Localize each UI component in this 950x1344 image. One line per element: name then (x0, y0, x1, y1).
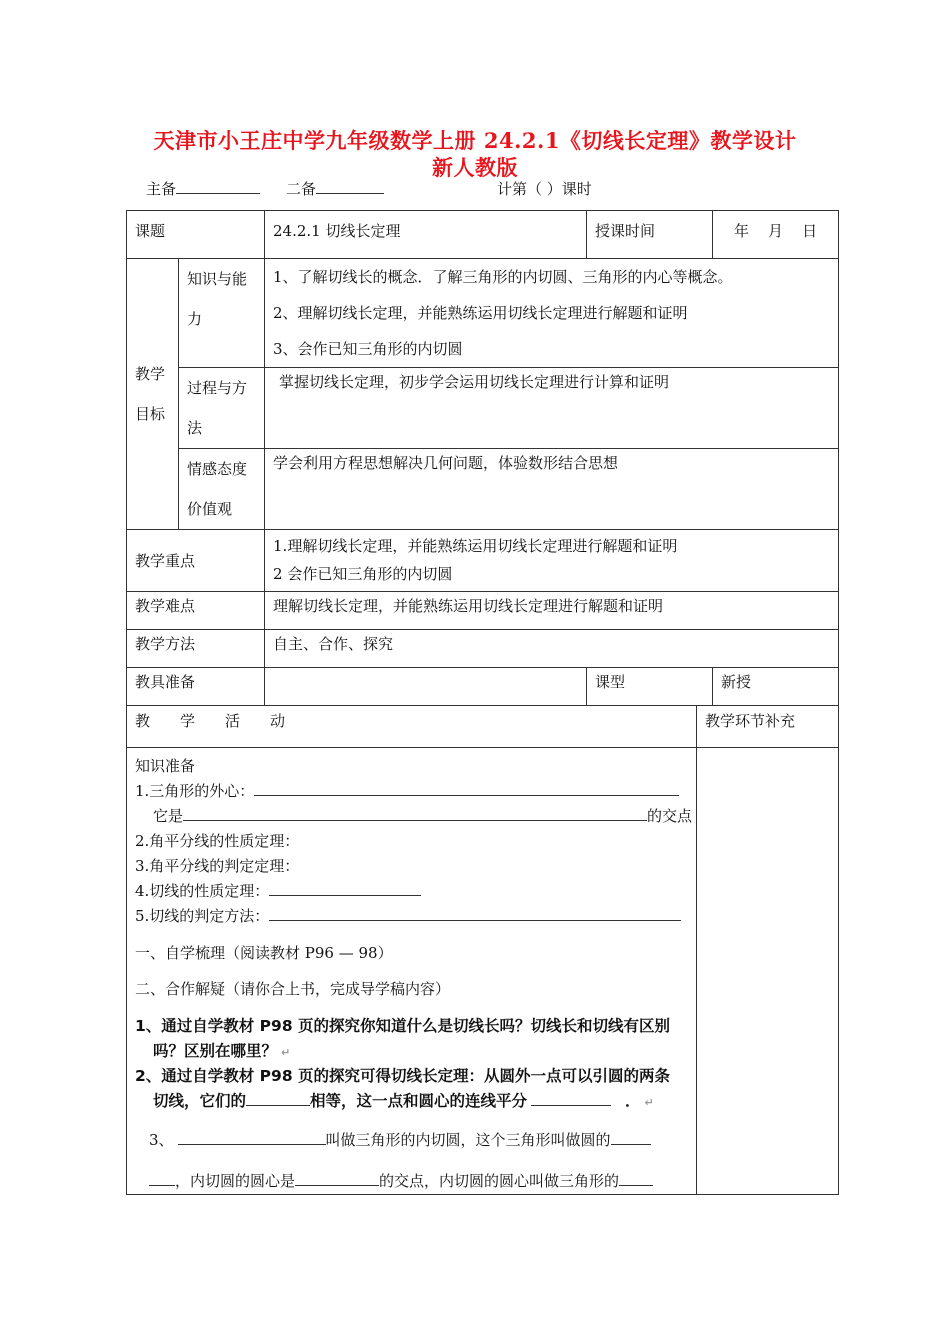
prep-q5-blank (269, 904, 681, 921)
return-mark-icon: ↵ (281, 1046, 291, 1059)
prep-q1b-blank1 (183, 804, 401, 821)
bold-q2-text-b: 相等，这一点和圆心的连线平分 (310, 1092, 528, 1110)
zhubei-field (146, 178, 260, 199)
zhubei-label: 主备 (146, 180, 177, 198)
bold-q2-line1: 2、通过自学教材 P98 页的探究可得切线长定理：从圆外一点可以引圆的两条 (135, 1067, 671, 1085)
bold-q2-blank1 (246, 1089, 310, 1106)
prep-q1b-blank2 (401, 804, 647, 821)
method-label: 教学方法 (127, 630, 265, 668)
key-points-label: 教学重点 (127, 530, 265, 592)
supplement-label: 教学环节补充 (697, 706, 839, 748)
method-row (127, 630, 839, 668)
goal-knowledge-item: 3、会作已知三角形的内切圆 (273, 340, 463, 358)
prep-q4-text: 4.切线的性质定理： (135, 882, 270, 900)
goal-knowledge-row (127, 259, 839, 368)
goal-knowledge-item: 1、了解切线长的概念．了解三角形的内切圆、三角形的内心等概念。 (273, 268, 733, 286)
date-value: 年 月 日 (713, 211, 839, 259)
activity-header-row (127, 706, 839, 748)
difficulty-content: 理解切线长定理，并能熟练运用切线长定理进行解题和证明 (265, 592, 839, 630)
prep-q1 (135, 779, 688, 804)
difficulty-label: 教学难点 (127, 592, 265, 630)
goals-label (127, 259, 179, 530)
prep-q2: 2.角平分线的性质定理： (135, 832, 300, 850)
q-incircle-blank3 (149, 1169, 175, 1186)
key-point-item: 2 会作已知三角形的内切圆 (273, 565, 453, 583)
method-content: 自主、合作、探究 (265, 630, 839, 668)
erbei-field (286, 178, 384, 199)
q-incircle-line2 (135, 1169, 688, 1194)
bold-q2-text-c: ． (625, 1092, 641, 1110)
goal-process-row (127, 368, 839, 449)
time-label: 授课时间 (587, 211, 713, 259)
tools-row (127, 668, 839, 706)
lesson-plan-table (126, 210, 839, 1195)
activity-content (127, 748, 697, 1195)
section-cooperation: 二、合作解疑（请你合上书，完成导学稿内容） (135, 980, 451, 998)
bold-q2-line2 (135, 1089, 688, 1114)
tools-label: 教具准备 (127, 668, 265, 706)
document-title-line1: 天津市小王庄中学九年级数学上册 24.2.1《切线长定理》教学设计 (153, 128, 797, 153)
bold-q2-text-a: 切线，它们的 (153, 1092, 247, 1110)
supplement-content (697, 748, 839, 1195)
q-incircle-line1 (135, 1128, 688, 1153)
prep-q5 (135, 904, 688, 929)
bold-q1-line1: 1、通过自学教材 P98 页的探究你知道什么是切线长吗？切线长和切线有区别 (135, 1017, 671, 1035)
goal-emotion-label: 情感态度价值观 (179, 449, 265, 530)
erbei-label: 二备 (286, 180, 317, 198)
topic-value: 24.2.1 切线长定理 (265, 211, 587, 259)
q-incircle-blank2 (611, 1128, 651, 1145)
goal-knowledge-label: 知识与能力 (179, 259, 265, 368)
goal-knowledge-item: 2、理解切线长定理，并能熟练运用切线长定理进行解题和证明 (273, 304, 688, 322)
q-incircle-blank4 (295, 1169, 379, 1186)
prep-q3: 3.角平分线的判定定理： (135, 857, 300, 875)
prep-title: 知识准备 (135, 757, 196, 775)
q-incircle-blank1 (178, 1128, 326, 1145)
topic-row (127, 211, 839, 259)
key-point-item: 1.理解切线长定理，并能熟练运用切线长定理进行解题和证明 (273, 537, 678, 555)
section-self-study: 一、自学梳理（阅读教材 P96 — 98） (135, 944, 393, 962)
document-title-line2: 新人教版 (432, 155, 518, 180)
q-incircle-text: 叫做三角形的内切圆，这个三角形叫做圆的 (325, 1131, 611, 1149)
goals-label-text: 教学目标 (135, 365, 166, 423)
erbei-blank (316, 179, 384, 194)
prep-q1b (135, 804, 693, 829)
prep-q1b-text: 它是 (153, 807, 184, 825)
difficulty-row (127, 592, 839, 630)
period-count: 计第（ ）课时 (497, 180, 592, 198)
key-points-content (265, 530, 839, 592)
activity-label-cell (127, 706, 697, 748)
prep-q1-text: 1.三角形的外心： (135, 782, 255, 800)
type-label: 课型 (587, 668, 713, 706)
prep-q4-blank (269, 879, 421, 896)
goal-emotion-content: 学会利用方程思想解决几何问题，体验数形结合思想 (265, 449, 839, 530)
zhubei-blank (176, 179, 260, 194)
bold-q1-line2 (135, 1039, 688, 1064)
goal-process-label: 过程与方法 (179, 368, 265, 449)
q-incircle-text2: ，内切圆的圆心是 (175, 1172, 296, 1190)
activity-body-row (127, 748, 839, 1195)
q-incircle-num: 3、 (149, 1131, 174, 1149)
prep-q1-blank (254, 779, 679, 796)
return-mark-icon: ↵ (644, 1096, 654, 1109)
prep-q4 (135, 879, 688, 904)
prep-q1b-suffix: 的交点 (647, 807, 693, 825)
activity-label: 教学活动 (135, 712, 316, 730)
type-value: 新授 (713, 668, 839, 706)
bold-q1-line2-text: 吗？区别在哪里？ (153, 1042, 278, 1060)
prep-q5-text: 5.切线的判定方法： (135, 907, 270, 925)
tools-content (265, 668, 587, 706)
bold-q2-blank2 (531, 1089, 611, 1106)
q-incircle-blank5 (619, 1169, 653, 1186)
goal-knowledge-content (265, 259, 839, 368)
topic-label: 课题 (127, 211, 265, 259)
key-points-row (127, 530, 839, 592)
goal-process-content: 掌握切线长定理，初步学会运用切线长定理进行计算和证明 (265, 368, 839, 449)
goal-emotion-row (127, 449, 839, 530)
q-incircle-text3: 的交点，内切圆的圆心叫做三角形的 (379, 1172, 620, 1190)
